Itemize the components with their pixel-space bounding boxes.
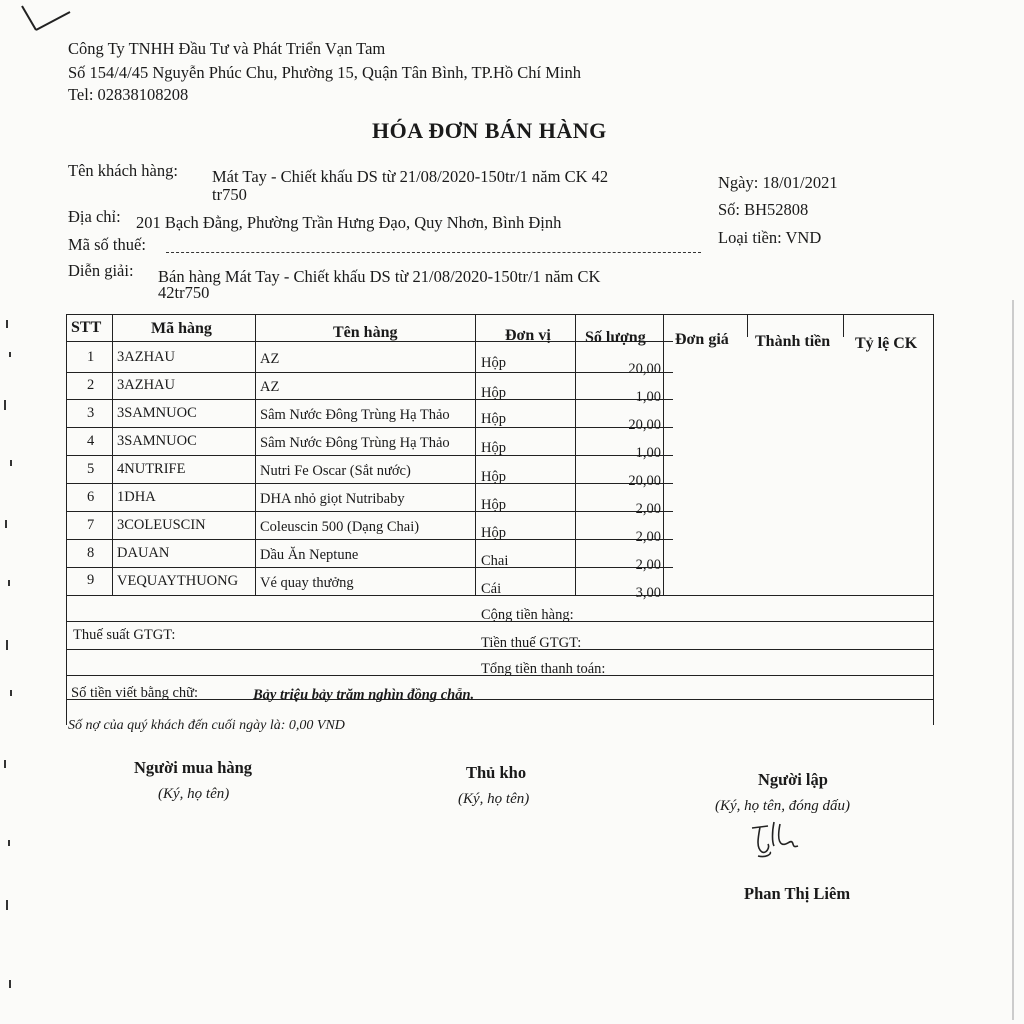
company-name: Công Ty TNHH Đầu Tư và Phát Triển Vạn Tam: [68, 39, 386, 58]
description-value-line1: Bán hàng Mát Tay - Chiết khấu DS từ 21/08/2020-150tr/1 năm CK: [158, 267, 601, 286]
row-unit: Hộp: [481, 385, 506, 401]
company-tel: Tel: 02838108208: [68, 85, 189, 104]
row-stt: 8: [87, 545, 95, 561]
row-unit: Chai: [481, 553, 509, 569]
row-stt: 2: [87, 377, 95, 393]
amount-in-words-value: Bảy triệu bảy trăm nghìn đồng chẵn.: [253, 687, 475, 703]
row-code: 3SAMNUOC: [117, 405, 197, 421]
invoice-date: Ngày: 18/01/2021: [718, 173, 838, 192]
row-stt: 5: [87, 461, 95, 477]
customer-value-line2: tr750: [212, 185, 247, 204]
maker-name: Phan Thị Liêm: [744, 884, 851, 903]
invoice-title: HÓA ĐƠN BÁN HÀNG: [372, 118, 607, 143]
row-qty: 20,00: [628, 473, 661, 489]
row-stt: 1: [87, 349, 95, 365]
row-code: 1DHA: [117, 489, 156, 505]
row-name: Coleuscin 500 (Dạng Chai): [260, 519, 420, 535]
row-qty: 3,00: [635, 585, 661, 601]
tax-code-label: Mã số thuế:: [68, 235, 146, 254]
row-qty: 20,00: [628, 361, 661, 377]
header-amount: Thành tiền: [755, 333, 831, 350]
row-stt: 3: [87, 405, 95, 421]
handwritten-signature: [748, 818, 818, 867]
row-unit: Hộp: [481, 411, 506, 427]
header-discount: Tỷ lệ CK: [855, 335, 918, 352]
row-unit: Cái: [481, 581, 502, 597]
total-label: Tổng tiền thanh toán:: [481, 661, 606, 677]
invoice-number: Số: BH52808: [718, 200, 809, 219]
vat-rate-label: Thuế suất GTGT:: [73, 627, 176, 643]
row-stt: 6: [87, 489, 95, 505]
header-qty: Số lượng: [585, 329, 646, 346]
row-name: Sâm Nước Đông Trùng Hạ Thảo: [260, 407, 450, 423]
row-code: 3SAMNUOC: [117, 433, 197, 449]
sum-goods-label: Cộng tiền hàng:: [481, 607, 574, 623]
row-code: DAUAN: [117, 545, 170, 561]
row-qty: 1,00: [635, 389, 661, 405]
row-name: DHA nhỏ giọt Nutribaby: [260, 491, 405, 507]
buyer-title: Người mua hàng: [134, 758, 253, 777]
customer-label: Tên khách hàng:: [68, 161, 178, 180]
header-stt: STT: [71, 319, 102, 336]
row-qty: 1,00: [635, 445, 661, 461]
maker-sub: (Ký, họ tên, đóng dấu): [715, 798, 850, 814]
row-unit: Hộp: [481, 355, 506, 371]
row-stt: 9: [87, 572, 95, 588]
row-code: 3AZHAU: [117, 349, 175, 365]
items-table: [66, 314, 934, 725]
row-code: 3COLEUSCIN: [117, 517, 206, 533]
row-qty: 2,00: [635, 501, 661, 517]
debt-note: Số nợ của quý khách đến cuối ngày là: 0,00 VND: [68, 718, 345, 733]
row-name: Vé quay thưởng: [260, 575, 354, 591]
row-code: VEQUAYTHUONG: [117, 573, 239, 589]
maker-title: Người lập: [758, 770, 828, 789]
row-qty: 20,00: [628, 417, 661, 433]
row-unit: Hộp: [481, 469, 506, 485]
keeper-sub: (Ký, họ tên): [458, 791, 530, 807]
keeper-title: Thủ kho: [466, 763, 527, 782]
tax-code-blank-line: [166, 252, 701, 253]
address-label: Địa chỉ:: [68, 207, 121, 226]
row-name: Sâm Nước Đông Trùng Hạ Thảo: [260, 435, 450, 451]
row-qty: 2,00: [635, 529, 661, 545]
description-value-line2: 42tr750: [158, 283, 210, 302]
row-stt: 4: [87, 433, 95, 449]
header-price: Đơn giá: [675, 331, 729, 348]
vat-amount-label: Tiền thuế GTGT:: [481, 635, 582, 651]
row-unit: Hộp: [481, 497, 506, 513]
row-name: AZ: [260, 379, 280, 395]
header-code: Mã hàng: [151, 320, 212, 337]
header-name: Tên hàng: [333, 324, 398, 341]
row-name: Dầu Ăn Neptune: [260, 547, 359, 563]
row-unit: Hộp: [481, 440, 506, 456]
header-unit: Đơn vị: [505, 327, 551, 344]
row-code: 4NUTRIFE: [117, 461, 186, 477]
address-value: 201 Bạch Đằng, Phường Trần Hưng Đạo, Quy Nhơn, Bình Định: [136, 213, 562, 232]
row-code: 3AZHAU: [117, 377, 175, 393]
amount-in-words-label: Số tiền viết bằng chữ:: [71, 685, 199, 701]
invoice-currency: Loại tiền: VND: [718, 228, 822, 247]
customer-value-line1: Mát Tay - Chiết khấu DS từ 21/08/2020-150tr/1 năm CK 42: [212, 167, 609, 186]
row-name: AZ: [260, 351, 280, 367]
row-qty: 2,00: [635, 557, 661, 573]
description-label: Diễn giải:: [68, 261, 134, 280]
buyer-sub: (Ký, họ tên): [158, 786, 230, 802]
company-address: Số 154/4/45 Nguyễn Phúc Chu, Phường 15, Quận Tân Bình, TP.Hồ Chí Minh: [68, 63, 582, 82]
scan-corner-mark: [14, 4, 74, 39]
row-name: Nutri Fe Oscar (Sắt nước): [260, 463, 411, 479]
row-unit: Hộp: [481, 525, 506, 541]
row-stt: 7: [87, 517, 95, 533]
